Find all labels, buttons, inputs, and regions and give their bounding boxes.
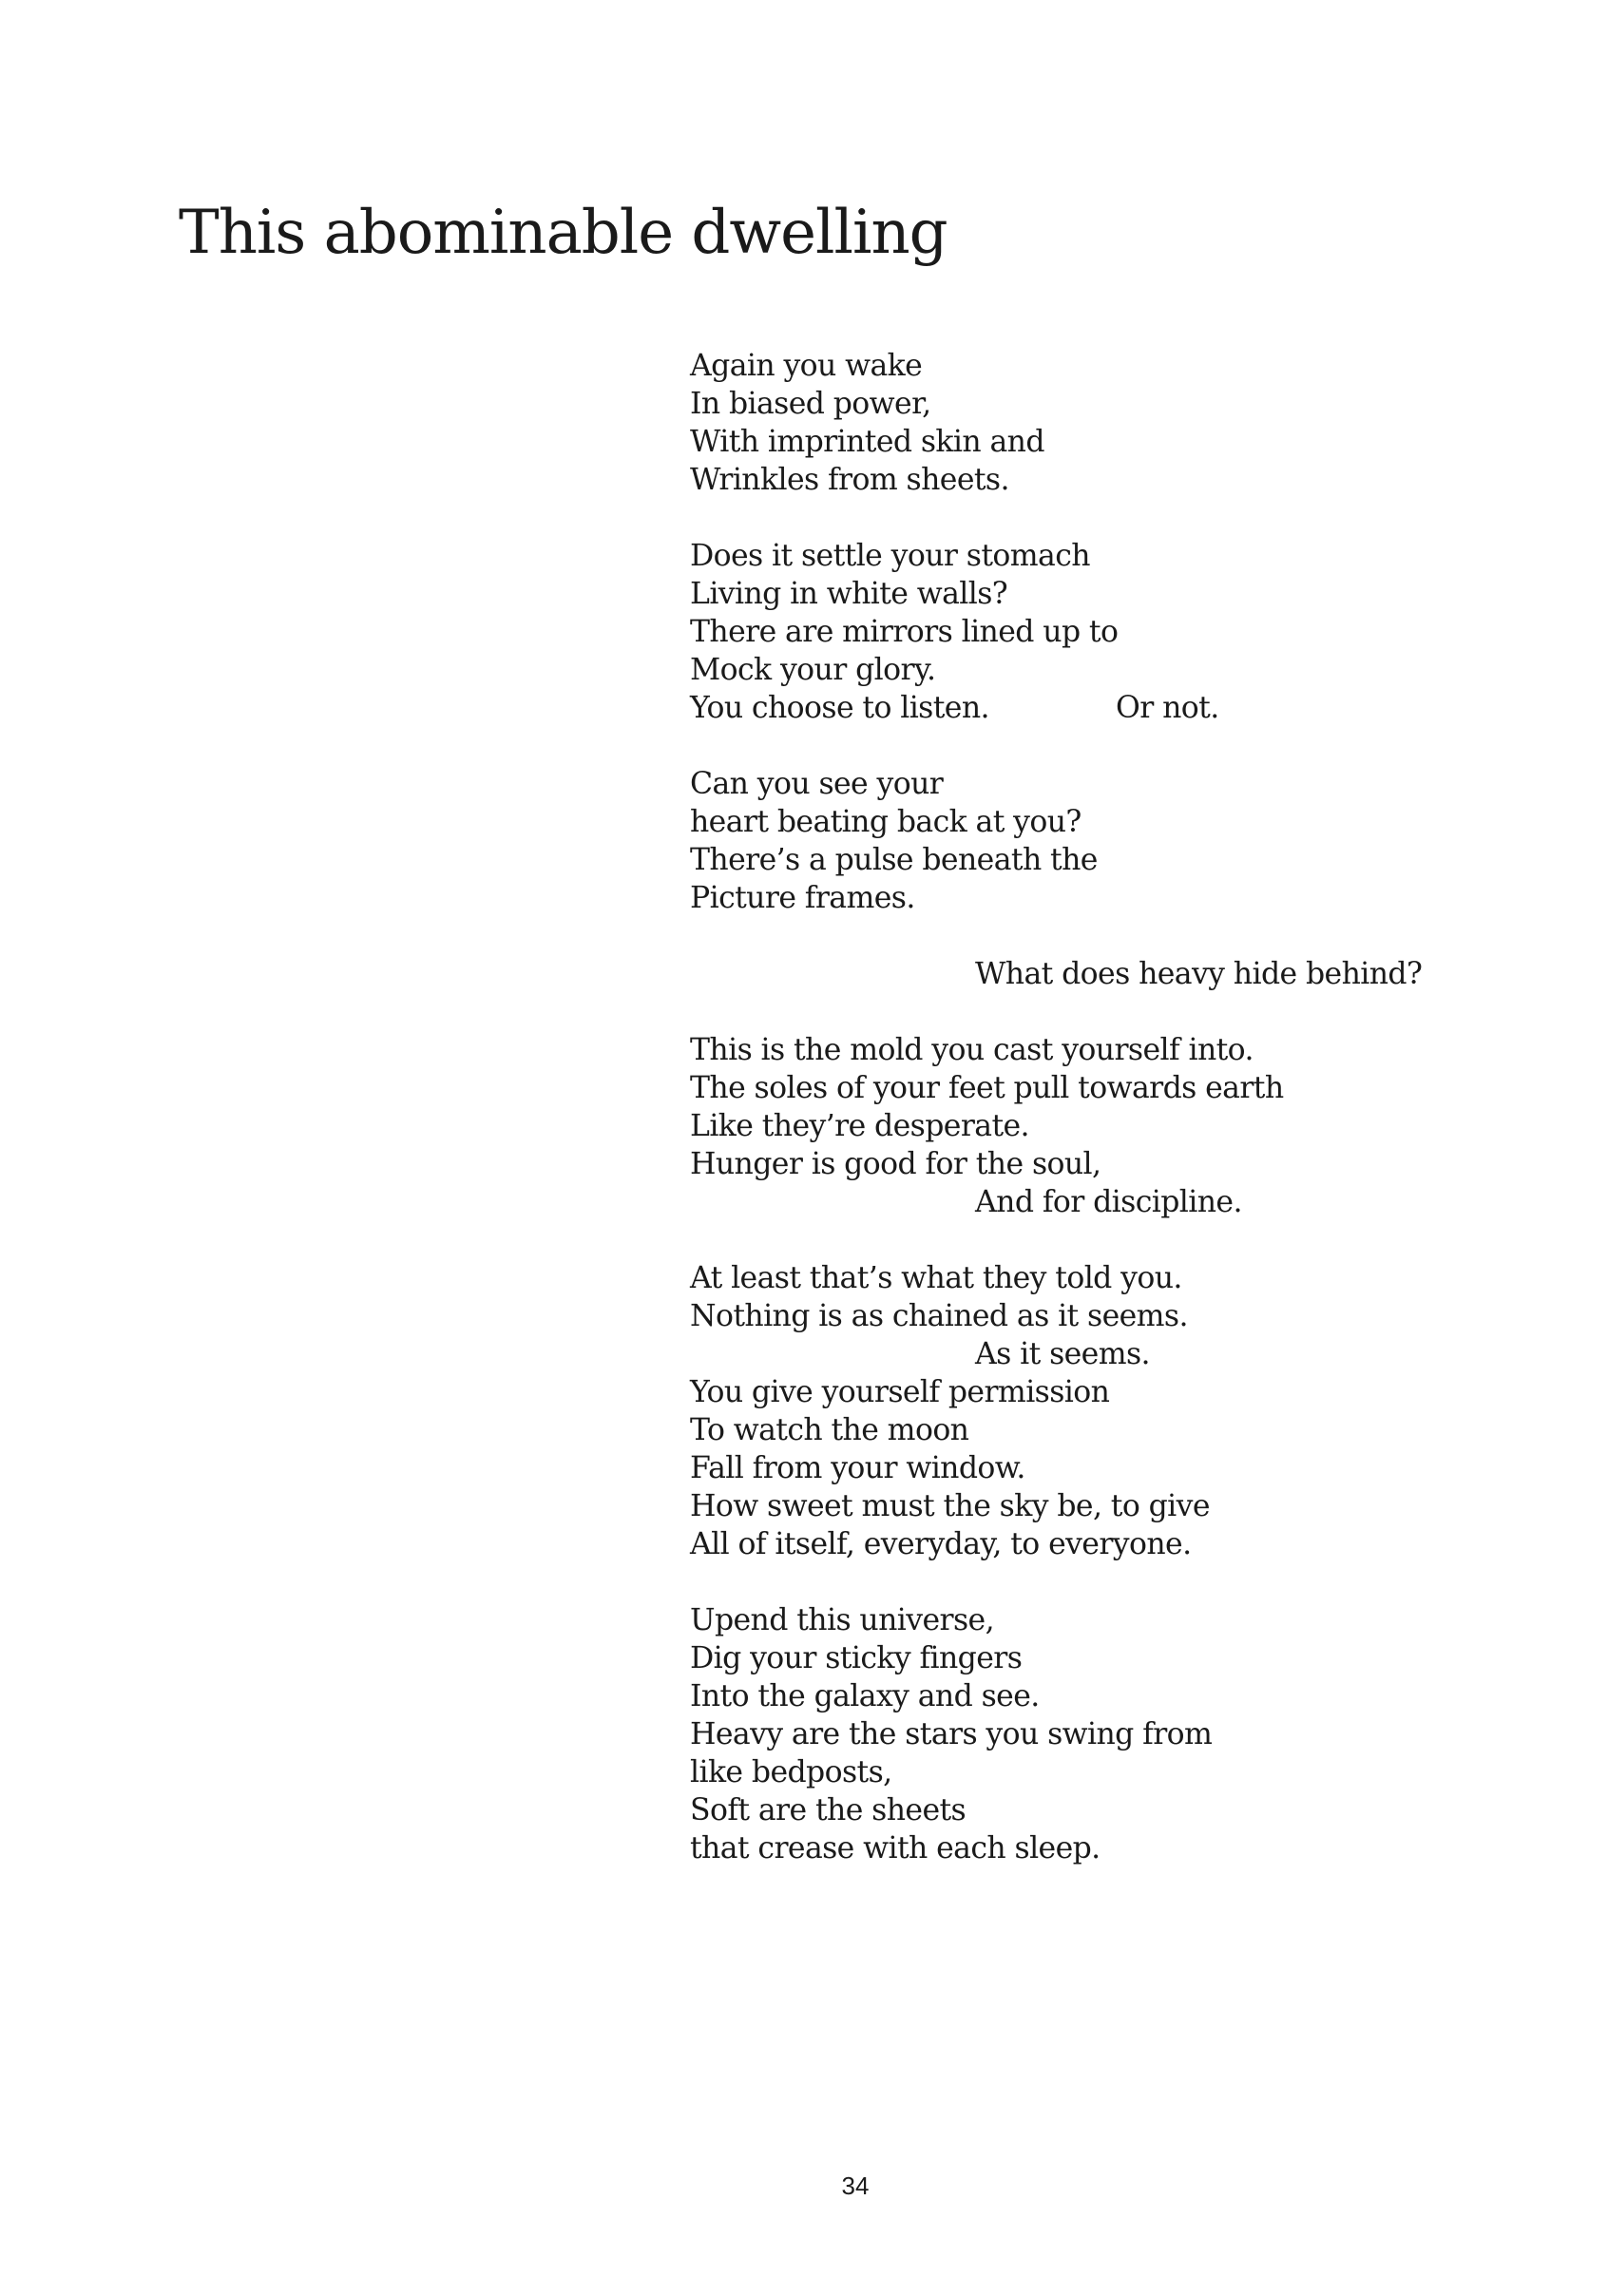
page-title: This abominable dwelling — [179, 198, 948, 268]
poem-line: The soles of your feet pull towards earth — [690, 1071, 1284, 1105]
stanza-3 — [690, 765, 1545, 917]
poem-line: Heavy are the stars you swing from — [690, 1717, 1213, 1751]
poem-line: Wrinkles from sheets. — [690, 463, 1009, 497]
poem-line: To watch the moon — [690, 1413, 969, 1447]
poem-line: Nothing is as chained as it seems. — [690, 1299, 1188, 1333]
poem-line: All of itself, everyday, to everyone. — [690, 1527, 1192, 1561]
poem-line: Mock your glory. — [690, 653, 936, 687]
stanza-2 — [690, 537, 1545, 727]
poem-aside: Or not. — [1116, 691, 1219, 725]
poem-line: Upend this universe, — [690, 1603, 994, 1637]
poem-line: Fall from your window. — [690, 1451, 1025, 1485]
poem-line: Can you see your — [690, 767, 944, 801]
poem-line: like bedposts, — [690, 1755, 892, 1789]
poem-line: At least that’s what they told you. — [690, 1261, 1182, 1295]
poem-line: Into the galaxy and see. — [690, 1679, 1040, 1713]
poem-line: Living in white walls? — [690, 577, 1008, 611]
poem-line: Soft are the sheets — [690, 1793, 967, 1827]
poem-line: Like they’re desperate. — [690, 1109, 1029, 1143]
poem-line: that crease with each sleep. — [690, 1831, 1101, 1866]
poem-line: heart beating back at you? — [690, 805, 1082, 839]
poem-line: This is the mold you cast yourself into. — [690, 1033, 1254, 1067]
poem-line: Picture frames. — [690, 881, 915, 915]
poem-line: How sweet must the sky be, to give — [690, 1489, 1210, 1523]
poem-line: Dig your sticky fingers — [690, 1641, 1023, 1675]
stanza-6 — [690, 1259, 1545, 1563]
poem-line: Does it settle your stomach — [690, 539, 1090, 573]
poem-line: Again you wake — [690, 349, 923, 383]
poem-line: There’s a pulse beneath the — [690, 843, 1098, 877]
stanza-5 — [690, 1031, 1545, 1221]
poem-body — [690, 347, 1545, 1867]
stanza-7 — [690, 1601, 1545, 1867]
poem-line: Hunger is good for the soul, — [690, 1147, 1101, 1181]
poem-line: In biased power, — [690, 387, 931, 421]
stanza-1 — [690, 347, 1545, 499]
poem-line-text: You choose to listen. — [690, 691, 989, 725]
poem-line: With imprinted skin and — [690, 425, 1044, 459]
poem-line: You give yourself permission — [690, 1375, 1110, 1409]
poem-line-indented: As it seems. — [975, 1337, 1150, 1371]
stanza-4 — [690, 955, 1545, 993]
poem-line: There are mirrors lined up to — [690, 615, 1119, 649]
poem-line-indented: What does heavy hide behind? — [975, 957, 1423, 991]
page-number: 34 — [841, 2172, 870, 2200]
poem-line-indented: And for discipline. — [975, 1185, 1242, 1219]
poem-line-with-aside — [690, 689, 1545, 727]
